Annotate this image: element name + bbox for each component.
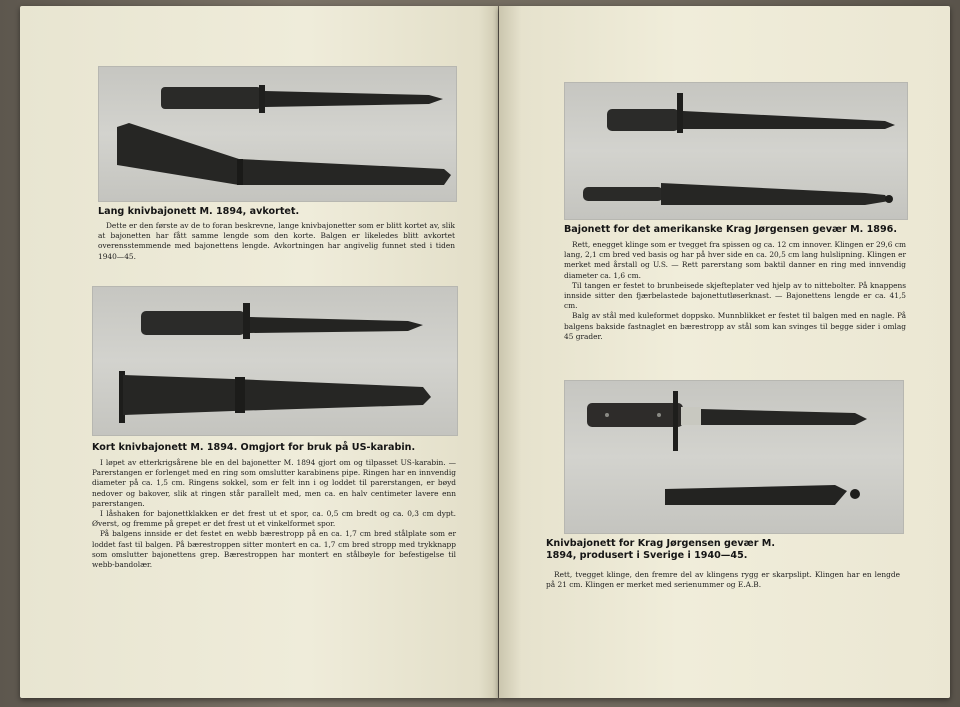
photo-swedish-krag-bayonet [564,380,904,534]
paragraph: I låshaken for bajonettklakken er det frest ut et spor, ca. 0,5 cm bredt og ca. 0,3 cm dypt. Øverst, og fremme på grepet er det frest ut et vinkelformet spor. [92,509,456,529]
paragraph: Rett, tvegget klinge, den fremre del av klingens rygg er skarpslipt. Klingen har en lengde på 21 cm. Klingen er merket med serienummer og E.A.B. [546,570,900,590]
photo-long-bayonet-shortened [98,66,457,202]
paragraph: Rett, enegget klinge som er tvegget fra spissen og ca. 12 cm innover. Klingen er 29,6 cm lang, 2,1 cm bred ved basis og har på hver side en ca. 20,5 cm lang hulslipning. Klingen er merket med årstall og U.S. — Rett parerstang som baktil danner en ring med innvendig diameter ca. 1,6 cm. [564,240,906,280]
caption-short-bayonet: Kort knivbajonett M. 1894. Omgjort for bruk på US-karabin. [92,442,416,453]
paragraph: I løpet av etterkrigsårene ble en del bajonetter M. 1894 gjort om og tilpasset US-karabin. — Parerstangen er forlenget med en ring som omslutter karabinens pipe. Ringen har en innvendig diameter på ca. 1,5 cm. Ringens sokkel, som er felt inn i og loddet til parerstangen, er bøyd nedover og bakover, slik at ringen står parallelt med, men ca. en halv centimeter lavere enn parerstangen. [92,458,456,508]
bayonet-illustration [99,67,456,201]
text-swedish-krag [546,570,900,590]
text-krag-1896 [564,240,906,342]
paragraph: Balg av stål med kuleformet doppsko. Munnblikket er festet til balgen med en nagle. På balgens bakside fastnaglet en bærestropp av stål som kan svinges til begge sider i omlag 45 grader. [564,311,906,341]
right-page [499,6,950,698]
bayonet-illustration [565,83,907,219]
bayonet-illustration [565,381,903,533]
caption-krag-1896: Bajonett for det amerikanske Krag Jørgensen gevær M. 1896. [564,224,897,235]
left-page [20,6,498,698]
caption-long-bayonet: Lang knivbajonett M. 1894, avkortet. [98,206,300,217]
paragraph: Dette er den første av de to foran beskrevne, lange knivbajonetter som er blitt kortet av, slik at bajonetten har fått samme lengde som den korte. Balgen er likeledes blitt avkortet overensstemmende med bajonettens lengde. Avkortningen har angivelig funnet sted i tiden 1940—45. [98,221,455,261]
text-short-bayonet [92,458,456,570]
caption-swedish-krag: Knivbajonett for Krag Jørgensen gevær M. 1894, produsert i Sverige i 1940—45. [546,538,775,561]
open-book [10,6,954,700]
photo-short-bayonet-us-carbine [92,286,458,436]
photo-krag-1896-bayonet [564,82,908,220]
bayonet-illustration [93,287,457,435]
text-long-bayonet [98,221,455,262]
paragraph: Til tangen er festet to brunbeisede skjefteplater ved hjelp av to nittebolter. På knappens innside sitter den fjærbelastede bajonettutløserknast. — Bajonettens lengde er ca. 41,5 cm. [564,280,906,311]
paragraph: På balgens innside er det festet en webb bærestropp på en ca. 1,7 cm bred stålplate som er loddet fast til balgen. På bærestroppen sitter montert en ca. 1,7 cm bred stropp med trykknapp som omslutter bajonettens grep. Bærestroppen har montert en stålbøyle for befestigelse til webb-bandolær. [92,529,456,570]
